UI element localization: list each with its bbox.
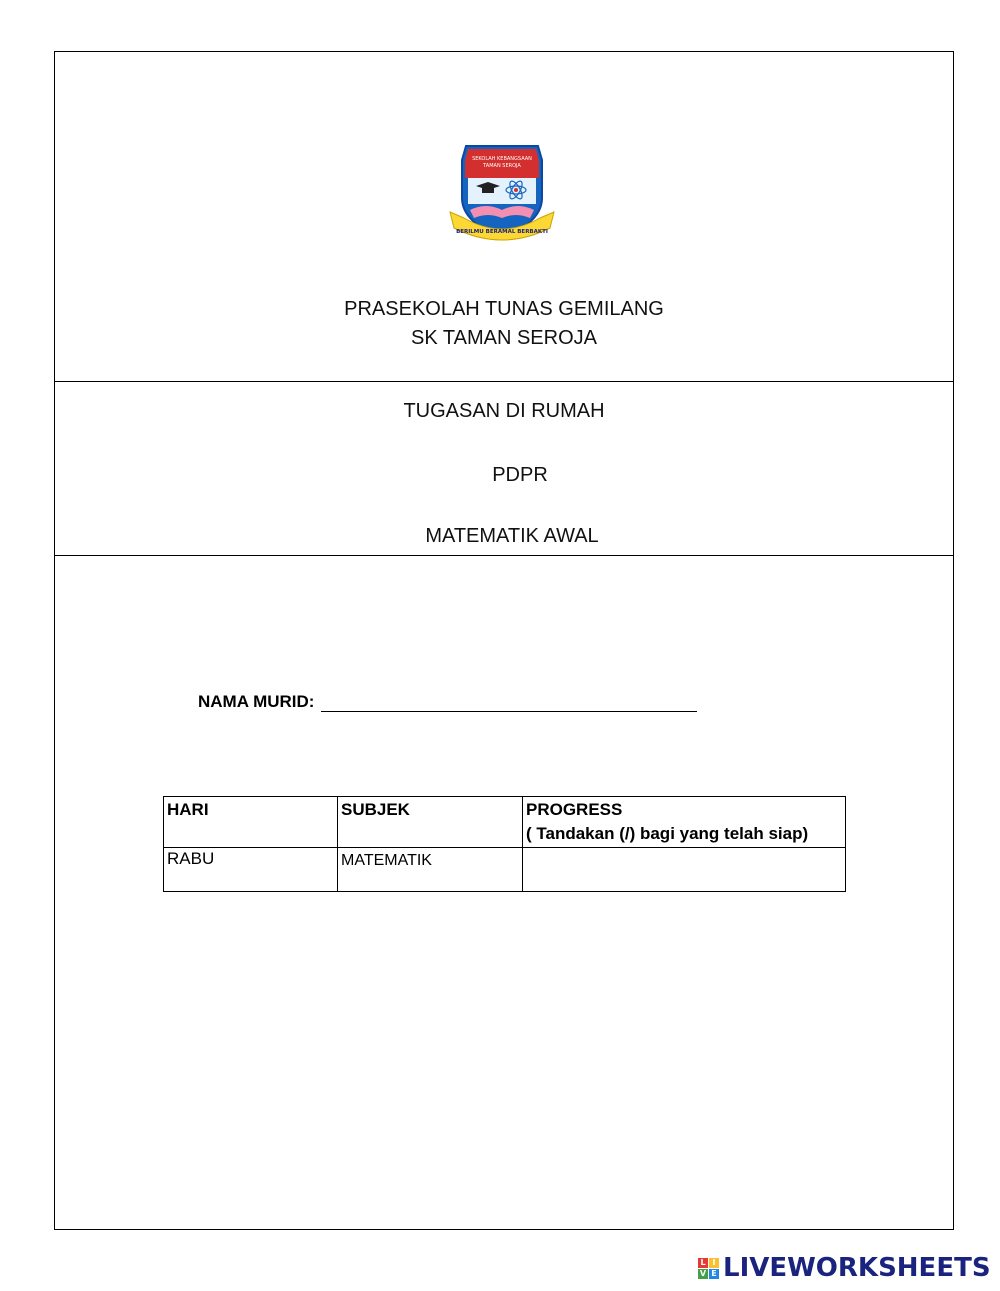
section-divider-1 <box>54 381 954 382</box>
student-name-field[interactable] <box>321 711 697 712</box>
brand-letter-l: L <box>698 1258 708 1268</box>
school-name-line1: PRASEKOLAH TUNAS GEMILANG <box>344 298 664 320</box>
assignment-title: TUGASAN DI RUMAH <box>403 400 605 422</box>
assignment-type: PDPR <box>492 464 548 486</box>
progress-table <box>163 796 846 892</box>
school-name-line2: SK TAMAN SEROJA <box>411 327 597 349</box>
student-name-label: NAMA MURID: <box>198 692 315 711</box>
table-row <box>164 848 846 892</box>
brand-letter-i: I <box>709 1258 719 1268</box>
header-progress-label: PROGRESS <box>526 800 623 819</box>
crest-top-text-2: TAMAN SEROJA <box>483 163 521 169</box>
cell-subjek: MATEMATIK <box>338 848 523 892</box>
crest-ribbon-text: BERILMU BERAMAL BERBAKTI <box>456 229 548 235</box>
header-subjek: SUBJEK <box>338 797 523 848</box>
assignment-subject: MATEMATIK AWAL <box>425 525 599 547</box>
brand-icon <box>698 1258 719 1279</box>
brand-letter-e: E <box>709 1269 719 1279</box>
cell-progress-checkbox[interactable] <box>523 848 846 892</box>
header-progress-note: ( Tandakan (/) bagi yang telah siap) <box>526 824 809 843</box>
header-progress <box>523 797 846 848</box>
brand-letter-v: V <box>699 1268 707 1278</box>
liveworksheets-logo <box>698 1253 991 1283</box>
table-header-row <box>164 797 846 848</box>
section-divider-2 <box>54 555 954 556</box>
cell-hari: RABU <box>164 848 338 892</box>
crest-top-text: SEKOLAH KEBANGSAAN <box>472 156 532 162</box>
brand-name: LIVEWORKSHEETS <box>723 1253 991 1283</box>
school-crest-icon <box>446 140 558 246</box>
header-hari: HARI <box>164 797 338 848</box>
